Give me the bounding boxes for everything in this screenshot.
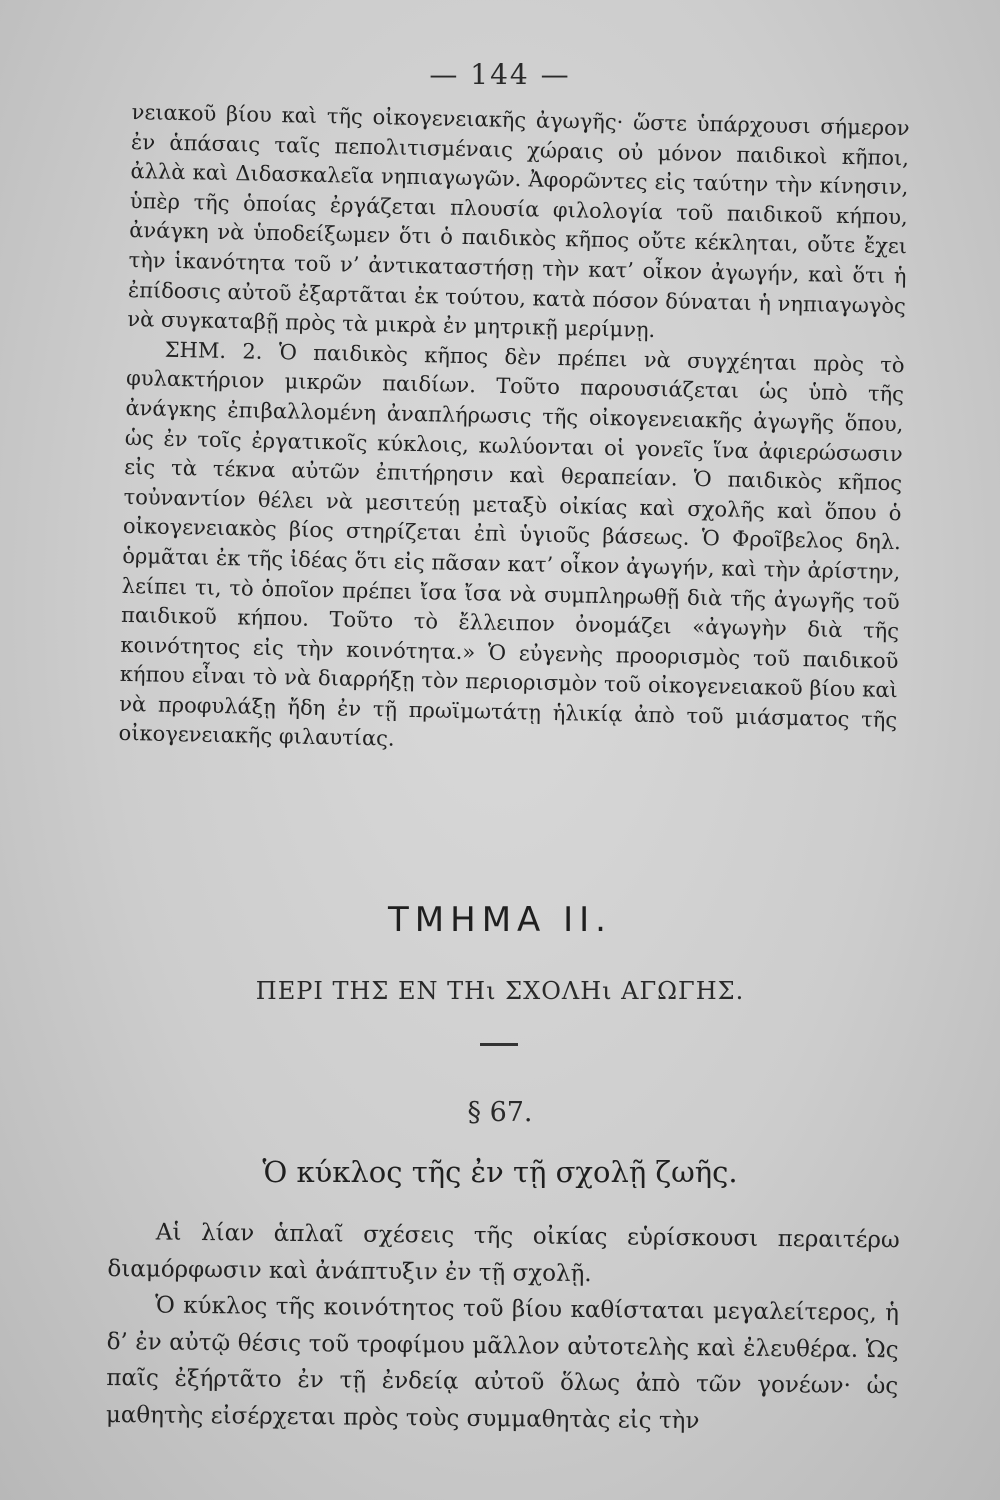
paragraph-heading: Ὁ κύκλος τῆς ἐν τῇ σχολῇ ζωῆς. <box>262 1155 738 1189</box>
section-title: ΤΜΗΜΑ ΙΙ. <box>388 900 612 940</box>
section-body-text <box>106 1214 900 1441</box>
text-paragraph: Ὁ κύκλος τῆς κοινότητος τοῦ βίου καθίσταται μεγαλείτερος, ἡ δ’ ἐν αὐτῷ θέσις τοῦ τροφίμου μᾶλλον αὐτοτελὴς καὶ ἐλευθέρα. Ὡς παῖς ἐξήρτᾶτο ἐν τῇ ἐνδείᾳ αὐτοῦ ὅλως ἀπὸ τῶν γονέων· ὡς μαθητὴς εἰσέρχεται πρὸς τοὺς συμμαθητὰς εἰς τὴν <box>105 1292 900 1434</box>
text-paragraph: Αἱ λίαν ἁπλαῖ σχέσεις τῆς οἰκίας εὑρίσκουσι περαιτέρω διαμόρφωσιν καὶ ἀνάπτυξιν ἐν τῇ σχολῇ. <box>107 1219 900 1287</box>
text-paragraph: νειακοῦ βίου καὶ τῆς οἰκογενειακῆς ἀγωγῆς· ὥστε ὑπάρχουσι σήμερον ἐν ἁπάσαις ταῖς πεπολιτισμέναις χώραις οὐ μόνον παιδικοὶ κῆποι, ἀλλὰ καὶ Διδασκαλεῖα νηπιαγωγῶν. Ἀφορῶντες εἰς ταύτην τὴν κίνησιν, ὑπὲρ τῆς ὁποίας ἐργάζεται πλουσία φιλολογία τοῦ παιδικοῦ κήπου, ἀνάγκη νὰ ὑποδείξωμεν ὅτι ὁ παιδικὸς κῆπος οὔτε κέκληται, οὔτε ἔχει τὴν ἱκανότητα τοῦ ν’ ἀντικαταστήσῃ τὴν κατ’ οἶκον ἀγωγήν, καὶ ὅτι ἡ ἐπίδοσις αὐτοῦ ἐξαρτᾶται ἐκ τούτου, κατὰ πόσον δύναται ἡ νηπιαγωγὸς νὰ συγκαταβῇ πρὸς τὰ μικρὰ ἐν μητρικῇ μερίμνῃ. <box>127 99 910 343</box>
note-paragraph: ΣΗΜ. 2. Ὁ παιδικὸς κῆπος δὲν πρέπει νὰ συγχέηται πρὸς τὸ φυλακτήριον μικρῶν παιδίων. Τοῦτο παρουσιάζεται ὡς ὑπὸ τῆς ἀνάγκης ἐπιβαλλομένη ἀναπλήρωσις τῆς οἰκογενειακῆς ἀγωγῆς ὅπου, ὡς ἐν τοῖς ἐργατικοῖς κύκλοις, κωλύονται οἱ γονεῖς ἵνα ἀφιερώσωσιν εἰς τὰ τέκνα αὐτῶν ἐπιτήρησιν καὶ θεραπείαν. Ὁ παιδικὸς κῆπος τοὐναντίον θέλει νὰ μεσιτεύῃ μεταξὺ οἰκίας καὶ σχολῆς καὶ ὅπου ὁ οἰκογενειακὸς βίος στηρίζεται ἐπὶ ὑγιοῦς βάσεως. Ὁ Φροῖβελος δηλ. ὁρμᾶται ἐκ τῆς ἰδέας ὅτι εἰς πᾶσαν κατ’ οἶκον ἀγωγήν, καὶ τὴν ἀρίστην, λείπει τι, τὸ ὁποῖον πρέπει ἴσα ἴσα νὰ συμπληρωθῇ διὰ τῆς ἀγωγῆς τοῦ παιδικοῦ κήπου. Τοῦτο τὸ ἔλλειπον ὀνομάζει «ἀγωγὴν διὰ τῆς κοινότητος εἰς τὴν κοινότητα.» Ὁ εὐγενὴς προορισμὸς τοῦ παιδικοῦ κήπου εἶναι τὸ νὰ διαρρήξῃ τὸν περιορισμὸν τοῦ οἰκογενειακοῦ βίου καὶ νὰ προφυλάξῃ ἤδη ἐν τῇ πρωϊμωτάτῃ ἡλικίᾳ ἀπὸ τοῦ μιάσματος τῆς οἰκογενειακῆς φιλαυτίας. <box>118 337 905 752</box>
paragraph-number: § 67. <box>467 1097 533 1128</box>
section-subtitle: ΠΕΡΙ ΤΗΣ ΕΝ ΤΗι ΣΧΟΛΗι ΑΓΩΓΗΣ. <box>255 977 745 1005</box>
separator-rule <box>480 1043 518 1046</box>
continued-text-block <box>118 98 909 765</box>
page-number: — 144 — <box>429 58 571 91</box>
